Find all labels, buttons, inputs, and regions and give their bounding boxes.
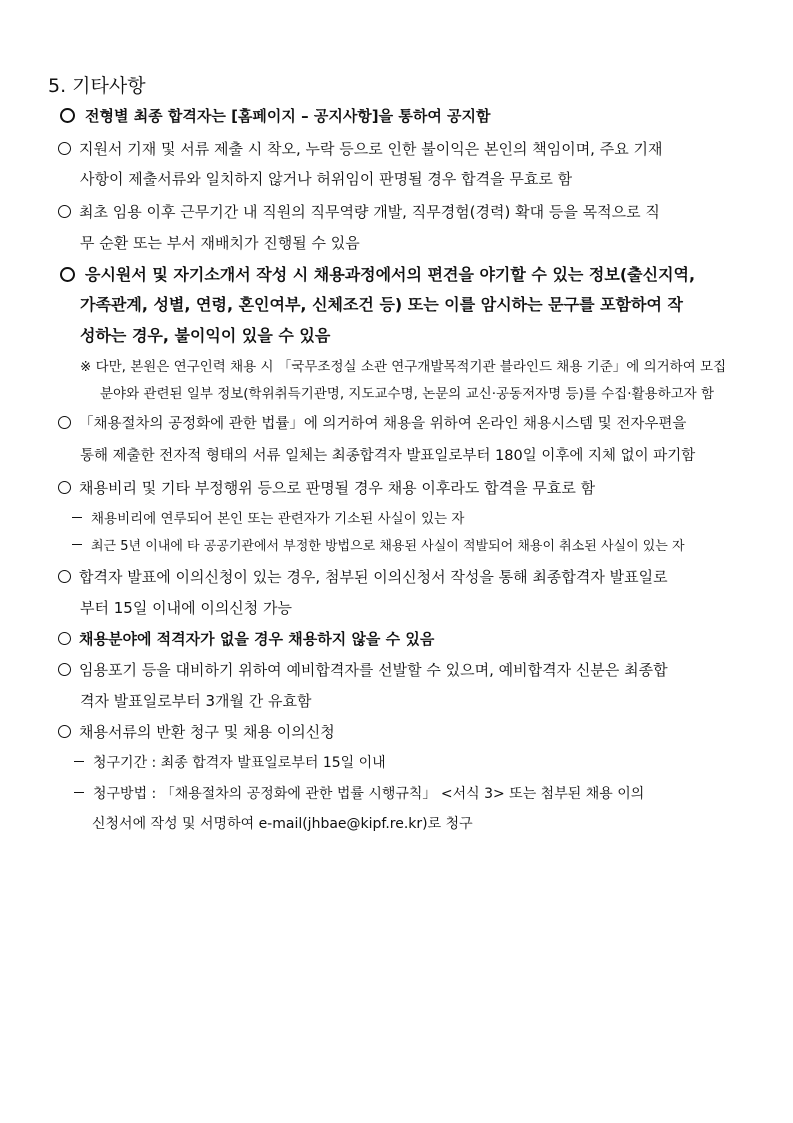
bullet-circle-icon (58, 205, 71, 218)
notice-item-4: 응시원서 및 자기소개서 작성 시 채용과정에서의 편견을 야기할 수 있는 정보(출신지역, (60, 264, 695, 286)
sub-item-2: 최근 5년 이내에 타 공공기관에서 부정한 방법으로 채용된 사실이 적발되어 채용이 취소된 사실이 있는 자 (72, 538, 685, 556)
bullet-circle-icon (58, 725, 71, 738)
notice-item-7-cont: 부터 15일 이내에 이의신청 가능 (80, 599, 293, 617)
dash-bullet-icon (74, 761, 84, 762)
notice-item-10: 채용서류의 반환 청구 및 채용 이의신청 (58, 722, 335, 742)
dash-bullet-icon (72, 544, 82, 545)
notice-item-5-cont: 통해 제출한 전자적 형태의 서류 일체는 최종합격자 발표일로부터 180일 이후에 지체 없이 파기함 (80, 448, 696, 464)
notice-item-7: 합격자 발표에 이의신청이 있는 경우, 첨부된 이의신청서 작성을 통해 최종합격자 발표일로 (58, 567, 668, 587)
notice-item-9: 임용포기 등을 대비하기 위하여 예비합격자를 선발할 수 있으며, 예비합격자 신분은 최종합 (58, 660, 668, 680)
note-line-2: 분야와 관련된 일부 정보(학위취득기관명, 지도교수명, 논문의 교신·공동저자명 등)를 수집·활용하고자 함 (100, 386, 715, 402)
bullet-circle-icon (60, 267, 75, 282)
notice-item-5: 「채용절차의 공정화에 관한 법률」에 의거하여 채용을 위하여 온라인 채용시스템 및 전자우편을 (58, 414, 686, 434)
notice-item-3-cont: 무 순환 또는 부서 재배치가 진행될 수 있음 (80, 234, 360, 252)
note-line-1: ※ 다만, 본원은 연구인력 채용 시 「국무조정실 소관 연구개발목적기관 블라인드 채용 기준」에 의거하여 모집 (80, 359, 727, 375)
bullet-circle-icon (58, 416, 71, 429)
bullet-circle-icon (58, 632, 71, 645)
notice-item-3: 최초 임용 이후 근무기간 내 직원의 직무역량 개발, 직무경험(경력) 확대 등을 목적으로 직 (58, 202, 660, 222)
notice-item-8: 채용분야에 적격자가 없을 경우 채용하지 않을 수 있음 (58, 629, 434, 649)
dash-bullet-icon (72, 517, 82, 518)
notice-item-2: 지원서 기재 및 서류 제출 시 착오, 누락 등으로 인한 불이익은 본인의 책임이며, 주요 기재 (58, 139, 662, 159)
sub-item-3: 청구기간 : 최종 합격자 발표일로부터 15일 이내 (74, 753, 386, 773)
notice-item-1: 전형별 최종 합격자는 [홈페이지 – 공지사항]을 통하여 공지함 (60, 106, 491, 126)
sub-item-1: 채용비리에 연루되어 본인 또는 관련자가 기소된 사실이 있는 자 (72, 510, 464, 528)
sub-item-4-cont: 신청서에 작성 및 서명하여 e-mail(jhbae@kipf.re.kr)로 청구 (92, 816, 473, 832)
section-heading: 5. 기타사항 (48, 75, 146, 97)
bullet-circle-icon (58, 570, 71, 583)
notice-item-9-cont: 격자 발표일로부터 3개월 간 유효함 (80, 692, 312, 710)
notice-item-6: 채용비리 및 기타 부정행위 등으로 판명될 경우 채용 이후라도 합격을 무효로 함 (58, 478, 595, 498)
notice-item-4-cont-2: 성하는 경우, 불이익이 있을 수 있음 (80, 326, 331, 345)
bullet-circle-icon (58, 663, 71, 676)
notice-item-4-cont-1: 가족관계, 성별, 연령, 혼인여부, 신체조건 등) 또는 이를 암시하는 문구를 포함하여 작 (80, 295, 683, 314)
bullet-circle-icon (60, 108, 75, 123)
notice-item-2-cont: 사항이 제출서류와 일치하지 않거나 허위임이 판명될 경우 합격을 무효로 함 (80, 170, 573, 188)
dash-bullet-icon (74, 792, 84, 793)
bullet-circle-icon (58, 481, 71, 494)
sub-item-4: 청구방법 : 「채용절차의 공정화에 관한 법률 시행규칙」 <서식 3> 또는 첨부된 채용 이의 (74, 784, 644, 804)
bullet-circle-icon (58, 142, 71, 155)
